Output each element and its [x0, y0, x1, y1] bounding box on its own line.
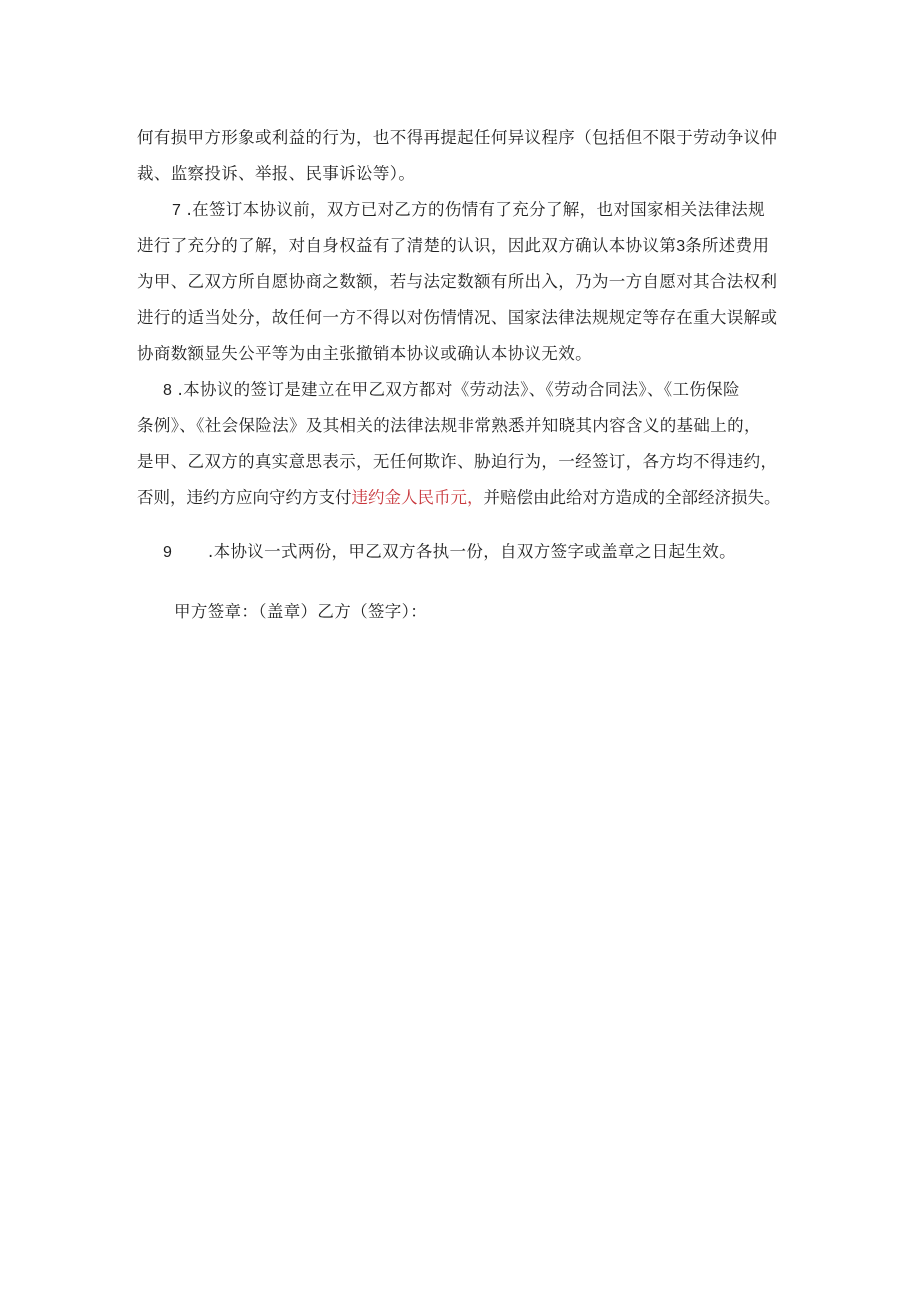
clause-7-line-2-end: 条所述费用	[685, 236, 770, 255]
clause-6-line-1: 何有损甲方形象或利益的行为，也不得再提起任何异议程序（包括但不限于劳动争议仲	[137, 128, 778, 147]
clause-6-line-2: 裁、监察投诉、举报、民事诉讼等）。	[137, 164, 416, 183]
signature-line: 甲方签章：（盖章）乙方（签字）：	[174, 602, 428, 621]
clause-9-number: 9	[163, 544, 172, 561]
clause-7-line-2-text: 进行了充分的了解，对自身权益有了清楚的认识，因此双方确认本协议第	[137, 236, 677, 255]
clause-7-number: 7	[172, 202, 181, 219]
clause-8-line-1	[163, 378, 740, 403]
clause-8-line-4	[137, 486, 781, 510]
clause-7-line-1-text: .在签订本协议前，双方已对乙方的伤情有了充分了解，也对国家相关法律法规	[186, 200, 766, 219]
clause-9-text: .本协议一式两份，甲乙双方各执一份，自双方签字或盖章之日起生效。	[208, 542, 736, 561]
clause-8-line-3: 是甲、乙双方的真实意思表示，无任何欺诈、胁迫行为，一经签订，各方均不得违约，	[137, 452, 778, 471]
clause-7-line-2	[137, 234, 769, 259]
clause-8-number: 8	[163, 382, 172, 399]
clause-8-line-1-text: .本协议的签订是建立在甲乙双方都对《劳动法》、《劳动合同法》、《工伤保险	[177, 380, 740, 399]
clause-8-line-4-end: 并赔偿由此给对方造成的全部经济损失。	[483, 488, 781, 507]
clause-7-line-2-number: 3	[676, 238, 686, 255]
clause-8-line-4-start: 否则，违约方应向守约方支付	[137, 488, 352, 507]
clause-7-line-3: 为甲、乙双方所自愿协商之数额，若与法定数额有所出入，乃为一方自愿对其合法权利	[137, 272, 778, 291]
penalty-amount-highlight: 违约金人民币元，	[351, 488, 484, 507]
clause-8-line-2: 条例》、《社会保险法》及其相关的法律法规非常熟悉并知晓其内容含义的基础上的，	[137, 416, 761, 435]
clause-7-line-5: 协商数额显失公平等为由主张撤销本协议或确认本协议无效。	[137, 344, 592, 363]
clause-7-line-1	[172, 198, 765, 223]
clause-7-line-4: 进行的适当处分，故任何一方不得以对伤情情况、国家法律法规规定等存在重大误解或	[137, 308, 778, 327]
